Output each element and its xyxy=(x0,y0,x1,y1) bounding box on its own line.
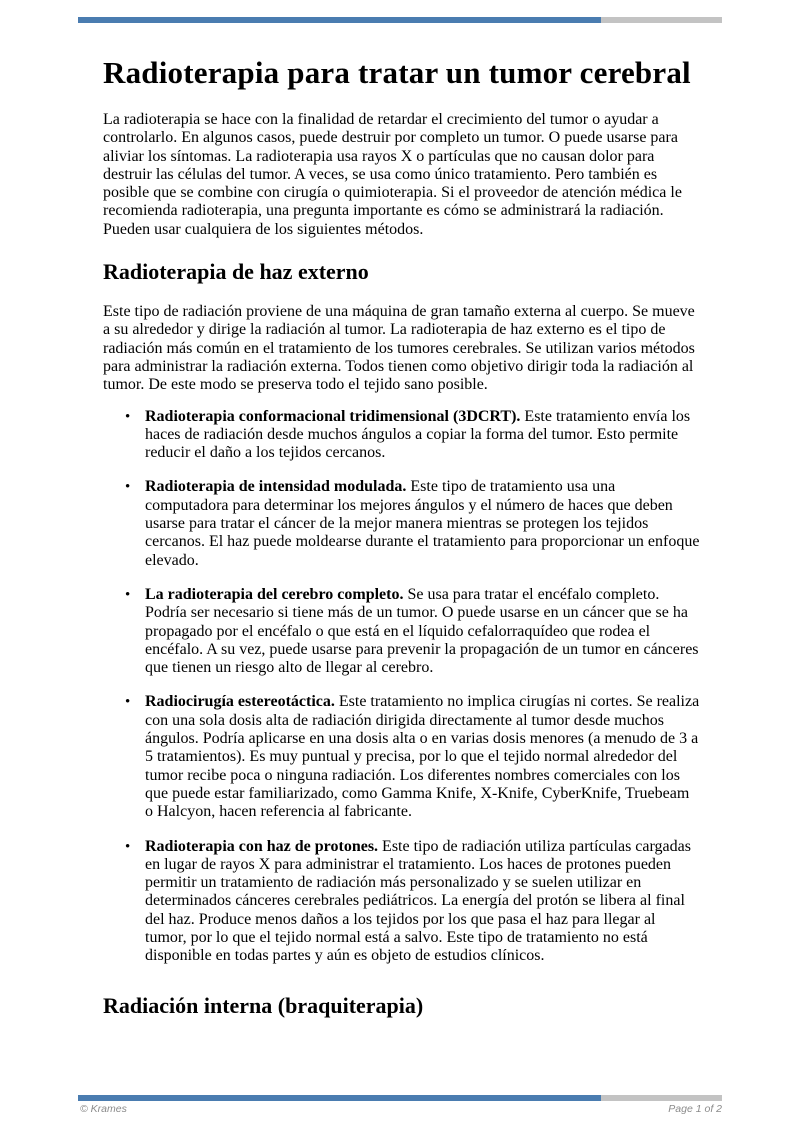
section-heading-external-beam: Radioterapia de haz externo xyxy=(103,259,369,285)
footer xyxy=(80,1103,722,1115)
treatment-methods-list xyxy=(103,408,701,966)
copyright-text: © Krames xyxy=(80,1103,127,1115)
bullet-icon: • xyxy=(125,408,131,425)
bullet-icon: • xyxy=(125,586,131,603)
document-body xyxy=(103,53,701,1019)
list-item-text xyxy=(145,693,701,821)
page-title: Radioterapia para tratar un tumor cerebral xyxy=(103,55,691,90)
accent-bar-blue-segment xyxy=(78,17,601,23)
accent-bar-gray-segment xyxy=(601,1095,722,1101)
accent-bar-blue-segment xyxy=(78,1095,601,1101)
list-item-lead: Radioterapia de intensidad modulada. xyxy=(145,478,407,496)
external-beam-paragraph: Este tipo de radiación proviene de una máquina de gran tamaño externa al cuerpo. Se mueve a su alrededor y dirige la radiación al tumor. La radioterapia de haz externo es el tipo de radiación más común en el tratamiento de los tumores cerebrales. Se utilizan varios métodos para administrar la radiación externa. Todos tienen como objetivo dirigir toda la radiación al tumor. De este modo se preserva todo el tejido sano posible. xyxy=(103,303,695,394)
list-item-whole-brain xyxy=(103,586,701,677)
intro-paragraph: La radioterapia se hace con la finalidad de retardar el crecimiento del tumor o ayudar a controlarlo. En algunos casos, puede destruir por completo un tumor. O puede usarse para aliviar los síntomas. La radioterapia usa rayos X o partículas que no causan dolor para destruir las células del tumor. A veces, se usa como único tratamiento. Pero también es posible que se combine con cirugía o quimioterapia. Si el proveedor de atención médica le recomienda radioterapia, una pregunta importante es cómo se administrará la radiación. Pueden usar cualquiera de los siguientes métodos. xyxy=(103,111,682,238)
footer-accent-bar xyxy=(78,1095,722,1101)
list-item-body: Este tratamiento envía los haces de radiación desde muchos ángulos a copiar la forma del tumor. Esto permite reducir el daño a los tejidos cercanos. xyxy=(145,407,691,462)
page-number: Page 1 of 2 xyxy=(668,1103,722,1115)
list-item-stereotactic xyxy=(103,693,701,821)
list-item-lead: La radioterapia del cerebro completo. xyxy=(145,585,404,603)
bullet-icon: • xyxy=(125,838,131,855)
list-item-body: Este tipo de tratamiento usa una computadora para determinar los mejores ángulos y el número de haces que deben usarse para tratar el cáncer de la mejor manera mientras se protegen los tejidos cercanos. El haz puede moldearse durante el tratamiento para proporcionar un enfoque elevado. xyxy=(145,478,700,569)
list-item-proton-beam xyxy=(103,838,701,966)
list-item-lead: Radioterapia conformacional tridimensional (3DCRT). xyxy=(145,407,521,425)
bullet-icon: • xyxy=(125,694,131,711)
list-item-text xyxy=(145,478,701,569)
bullet-icon: • xyxy=(125,479,131,496)
list-item-text xyxy=(145,586,701,677)
list-item-text xyxy=(145,408,701,463)
list-item-text xyxy=(145,838,701,966)
list-item-body: Este tratamiento no implica cirugías ni cortes. Se realiza con una sola dosis alta de radiación dirigida directamente al tumor desde muchos ángulos. Podría aplicarse en una dosis alta o en varias dosis menores (a menudo de 3 a 5 tratamientos). Es muy puntual y precisa, por lo que el tejido normal alrededor del tumor recibe poca o ninguna radiación. Los diferentes nombres comerciales con los que puede estar familiarizado, como Gamma Knife, X-Knife, CyberKnife, Truebeam o Halcyon, hacen referencia al fabricante. xyxy=(145,693,700,821)
top-accent-bar xyxy=(78,17,722,23)
section-heading-internal-radiation: Radiación interna (braquiterapia) xyxy=(103,992,424,1018)
list-item-3dcrt xyxy=(103,408,701,463)
list-item-lead: Radioterapia con haz de protones. xyxy=(145,837,379,855)
list-item-body: Se usa para tratar el encéfalo completo. Podría ser necesario si tiene más de un tumor. O puede usarse en un cáncer que se ha propagado por el encéfalo o que está en el líquido cefalorraquídeo que rodea el encéfalo. A su vez, puede usarse para prevenir la propagación de un tumor en cánceres que tienen un riesgo alto de llegar al cerebro. xyxy=(145,585,699,677)
list-item-lead: Radiocirugía estereotáctica. xyxy=(145,693,335,711)
accent-bar-gray-segment xyxy=(601,17,722,23)
list-item-body: Este tipo de radiación utiliza partículas cargadas en lugar de rayos X para administrar el tratamiento. Los haces de protones pueden permitir un tratamiento de radiación más personalizado y se suelen utilizar en determinados cánceres cerebrales pediátricos. La energía del protón se libera al final del haz. Produce menos daños a los tejidos por los que pasa el haz para llegar al tumor, por lo que el tejido normal está a salvo. Este tipo de tratamiento no está disponible en todas partes y aún es objeto de estudios clínicos. xyxy=(145,837,691,965)
list-item-intensity-modulated xyxy=(103,478,701,569)
